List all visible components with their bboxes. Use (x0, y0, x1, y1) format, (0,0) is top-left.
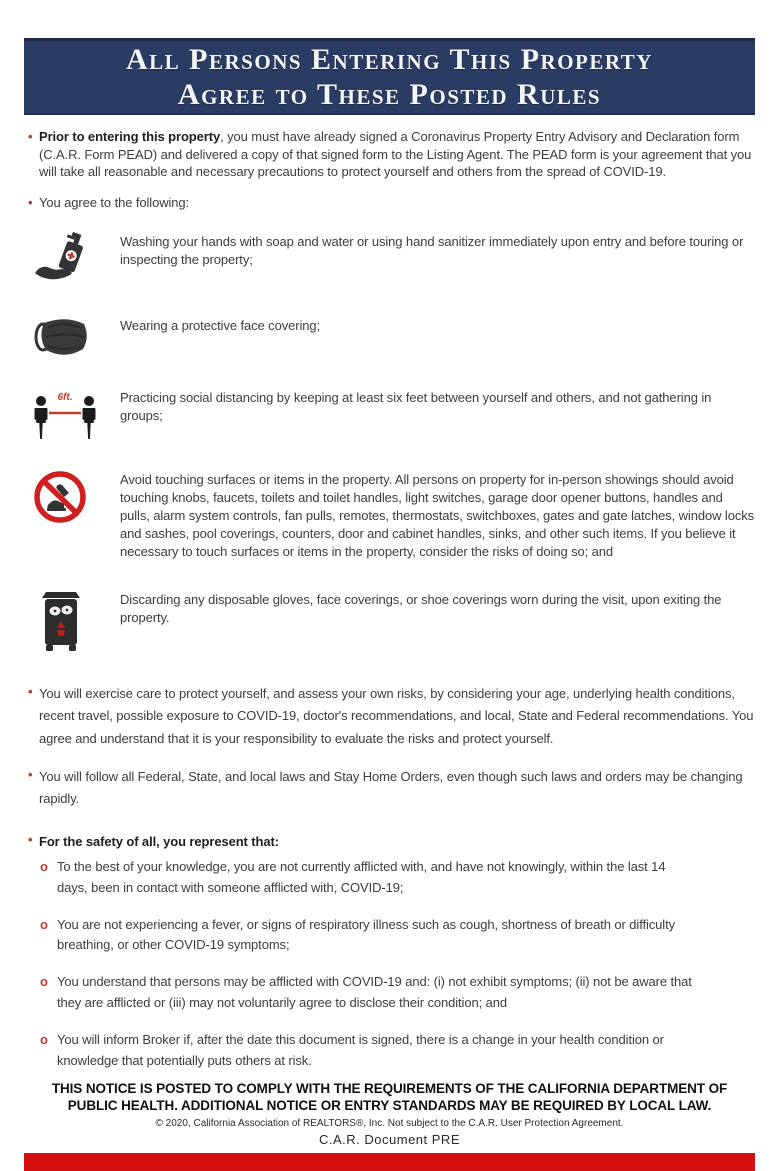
representations-list (24, 857, 755, 1071)
rule-hand-washing-text: Washing your hands with soap and water or using hand sanitizer immediately upon entry and before touring or inspecting the property; (120, 234, 744, 268)
compliance-notice-line1: THIS NOTICE IS POSTED TO COMPLY WITH THE REQUIREMENTS OF THE CALIFORNIA DEPARTMENT OF (51, 1081, 728, 1097)
rule-follow-laws (24, 766, 755, 811)
six-feet-label: 6ft. (57, 392, 73, 404)
rule-avoid-touching-text: Avoid touching surfaces or items in the property. All persons on property for in-person showings should avoid touching knobs, faucets, toilets and toilet handles, light switches, garage door opener buttons, handles and pulls, alarm system controls, fan pulls, remotes, thermostats, switchboxes, gates and gate latches, window locks and sashes, pool coverings, counters, door and cabinet handles, sinks, and other such items. If you believe it necessary to touch surfaces or items in the property, consider the risks of doing so; and (120, 472, 755, 559)
rule-prior-entry-bold: Prior to entering this property (39, 129, 221, 144)
rule-prior-entry (24, 128, 755, 181)
rule-follow-laws-text: You will follow all Federal, State, and local laws and Stay Home Orders, even though such laws and orders may be changing rapidly. (39, 768, 743, 807)
banner-title-line2: Agree to These Posted Rules (177, 78, 602, 111)
rep-inform-broker-text: You will inform Broker if, after the date this document is signed, there is a change in your health condition or knowledge that potentially puts others at risk. (57, 1031, 664, 1068)
rule-discard-gloves-text: Discarding any disposable gloves, face coverings, or shoe coverings worn during the visit, upon exiting the property. (120, 591, 722, 625)
rule-exercise-care (24, 683, 755, 750)
title-banner (24, 38, 755, 115)
bullet-marker: • (28, 129, 33, 144)
safety-heading-bold: For the safety of all, you represent that: (39, 833, 279, 849)
icon-rules-section (0, 211, 779, 667)
rule-agree-following-text: You agree to the following: (39, 194, 190, 210)
compliance-notice-line2: PUBLIC HEALTH. ADDITIONAL NOTICE OR ENTRY STANDARDS MAY BE REQUIRED BY LOCAL LAW. (67, 1097, 712, 1113)
safety-heading-text (39, 831, 279, 853)
general-rules-section (0, 683, 779, 1072)
bullet-marker: • (28, 194, 33, 210)
rule-hand-washing (24, 231, 755, 287)
copyright-line: © 2020, California Association of REALTORS®, Inc. Not subject to the C.A.R. User Protection Agreement. (155, 1118, 624, 1130)
covid-entry-rules-poster (0, 38, 779, 1148)
document-label: C.A.R. Document PRE (319, 1132, 460, 1148)
rule-social-distancing-text: Practicing social distancing by keeping at least six feet between yourself and others, and not gathering in groups; (120, 390, 712, 424)
social-distance-icon (24, 387, 120, 445)
hand-sanitizer-icon (24, 231, 120, 287)
rep-no-symptoms (40, 915, 755, 957)
sub-bullet-marker: o (40, 1031, 48, 1047)
rule-face-covering (24, 315, 755, 361)
face-mask-icon (24, 315, 120, 361)
rep-inform-broker (40, 1030, 755, 1072)
footer (0, 1081, 779, 1171)
footer-red-bar (24, 1153, 755, 1171)
rule-avoid-touching (24, 469, 755, 561)
rule-prior-entry-text (39, 128, 755, 181)
compliance-notice (0, 1081, 779, 1114)
rule-face-covering-text: Wearing a protective face covering; (120, 318, 321, 334)
disposal-bin-icon (24, 589, 120, 655)
sub-bullet-marker: o (40, 859, 48, 875)
rule-exercise-care-text: You will exercise care to protect yourself, and assess your own risks, by considering your age, underlying health conditions, recent travel, possible exposure to COVID-19, doctor's recommendations, and local, State and Federal recommendations. You agree and understand that it is your responsibility to evaluate the risks and protect yourself. (39, 685, 754, 746)
rule-prior-entry-rest: , you must have already signed a Coronavirus Property Entry Advisory and Declaration form (C.A.R. Form PEAD) and delivered a copy of that signed form to the Listing Agent. The PEAD form is your agreement that you will take all reasonable and necessary precautions to protect yourself and others from the spread of COVID-19. (39, 129, 752, 180)
bullet-marker: • (28, 831, 33, 847)
sub-bullet-marker: o (40, 916, 48, 932)
sub-bullet-marker: o (40, 974, 48, 990)
rule-discard-gloves (24, 589, 755, 667)
rep-understanding-text: You understand that persons may be afflicted with COVID-19 and: (i) not exhibit symptoms; (ii) not be aware that they are afflicted or (iii) may not voluntarily agree to disclose their condition; and (57, 974, 692, 1011)
safety-heading (24, 831, 755, 853)
banner-title-line1: All Persons Entering This Property (126, 43, 653, 76)
rule-agree-following (24, 194, 755, 212)
bullet-marker: • (28, 683, 33, 699)
no-touch-icon (24, 469, 120, 525)
rep-no-affliction-text: To the best of your knowledge, you are not currently afflicted with, and have not knowingly, within the last 14 days, been in contact with someone afflicted with, COVID-19; (57, 859, 666, 895)
rule-social-distancing (24, 387, 755, 445)
bullet-marker: • (28, 766, 33, 782)
rep-no-affliction (40, 857, 755, 899)
rep-no-symptoms-text: You are not experiencing a fever, or signs of respiratory illness such as cough, shortness of breath or difficulty breathing, or other COVID-19 symptoms; (57, 916, 676, 953)
intro-section (0, 128, 779, 211)
